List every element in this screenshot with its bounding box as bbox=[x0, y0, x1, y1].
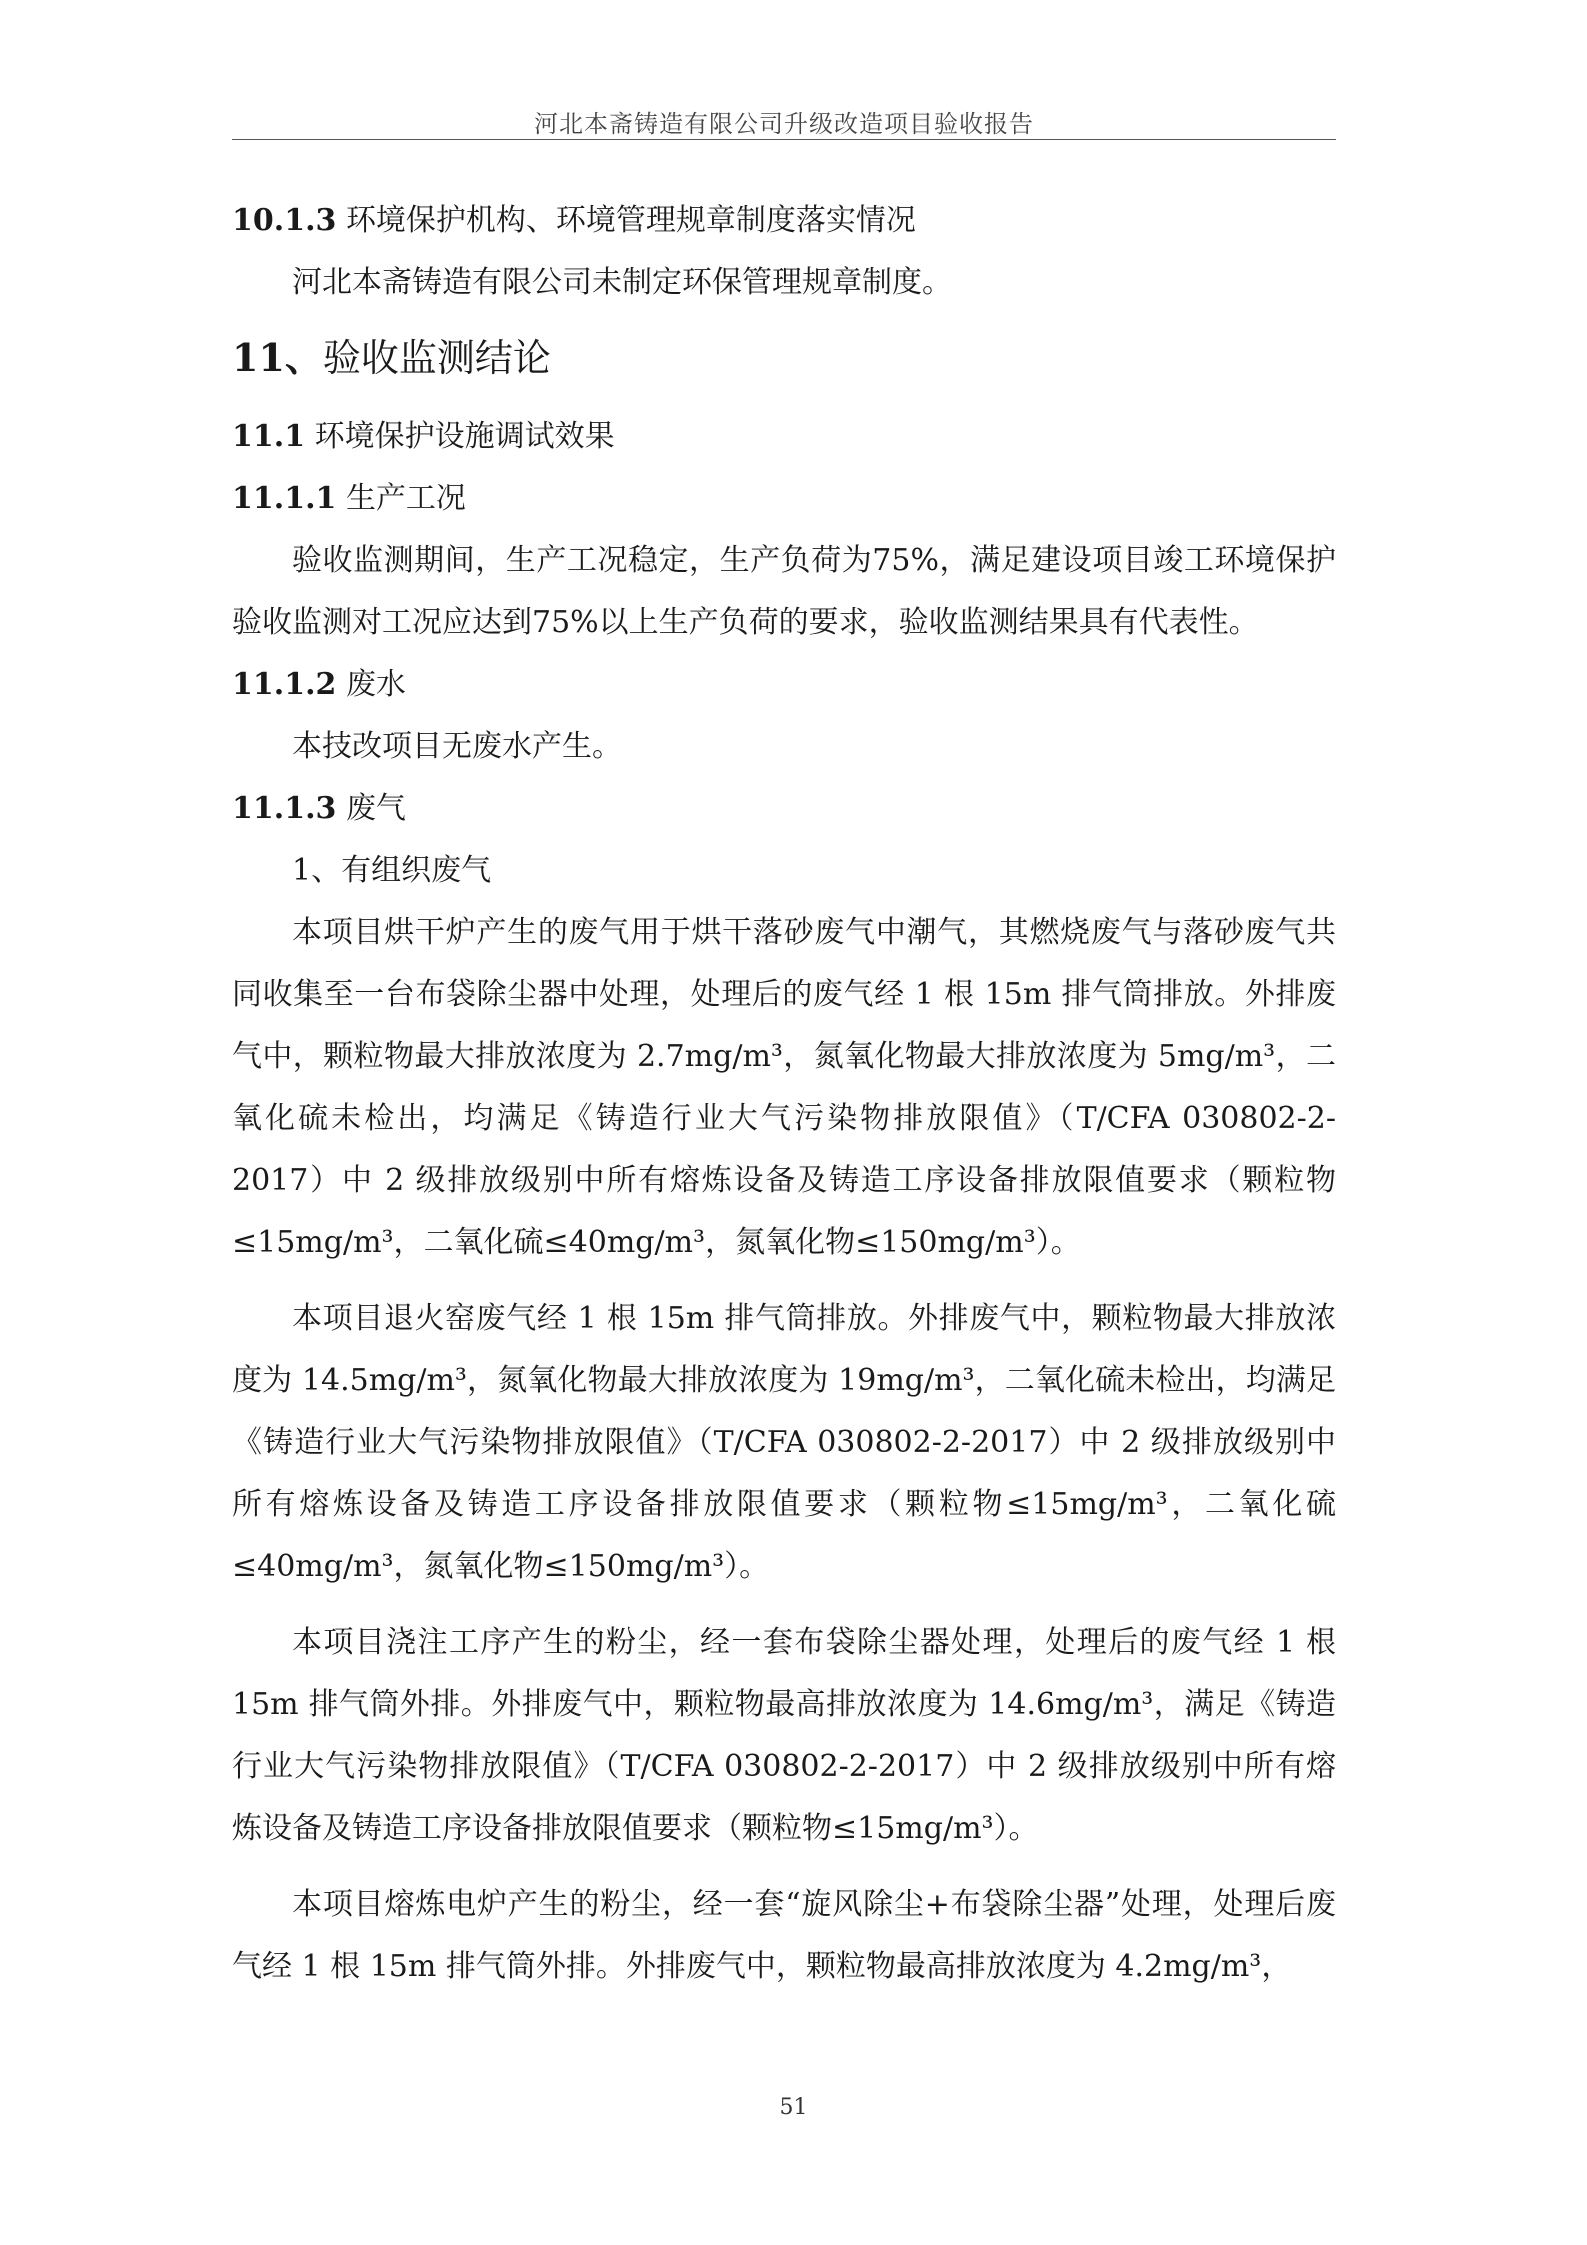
heading-number: 11、 bbox=[232, 335, 323, 380]
paragraph-annealing-kiln: 本项目退火窑废气经 1 根 15m 排气筒排放。外排废气中，颗粒物最大排放浓度为 14.5mg/m³，氮氧化物最大排放浓度为 19mg/m³，二氧化硫未检出，均满足《铸造行业大气污染物排放限值》（T/CFA 030802-2-2017）中 2 级排放级别中所有熔炼设备及铸造工序设备排放限值要求（颗粒物≤15mg/m³，二氧化硫≤40mg/m³，氮氧化物≤150mg/m³）。 bbox=[232, 1301, 1336, 1584]
heading-11-1-2 bbox=[232, 654, 1336, 716]
running-header: 河北本斋铸造有限公司升级改造项目验收报告 bbox=[534, 110, 1034, 138]
paragraph-drying-furnace: 本项目烘干炉产生的废气用于烘干落砂废气中潮气，其燃烧废气与落砂废气共同收集至一台布袋除尘器中处理，处理后的废气经 1 根 15m 排气筒排放。外排废气中，颗粒物最大排放浓度为 2.7mg/m³，氮氧化物最大排放浓度为 5mg/m³，二氧化硫未检出，均满足《铸造行业大气污染物排放限值》（T/CFA 030802-2-2017）中 2 级排放级别中所有熔炼设备及铸造工序设备排放限值要求（颗粒物≤15mg/m³，二氧化硫≤40mg/m³，氮氧化物≤150mg/m³）。 bbox=[232, 915, 1336, 1260]
paragraph-wastewater: 本技改项目无废水产生。 bbox=[292, 729, 622, 764]
heading-text: 废气 bbox=[345, 791, 406, 826]
heading-11-1-3 bbox=[232, 778, 1336, 840]
subheading-organized-gas: 1、有组织废气 bbox=[292, 853, 492, 888]
heading-text: 生产工况 bbox=[345, 481, 466, 516]
heading-11-1 bbox=[232, 406, 1336, 468]
header-rule bbox=[232, 139, 1336, 140]
heading-text: 验收监测结论 bbox=[322, 336, 551, 380]
heading-number: 11.1.2 bbox=[232, 667, 337, 702]
paragraph-regulation: 河北本斋铸造有限公司未制定环保管理规章制度。 bbox=[292, 265, 952, 300]
heading-number: 11.1 bbox=[232, 419, 306, 454]
paragraph-conditions: 验收监测期间，生产工况稳定，生产负荷为75%，满足建设项目竣工环境保护验收监测对工况应达到75%以上生产负荷的要求，验收监测结果具有代表性。 bbox=[232, 543, 1336, 640]
heading-text: 环境保护机构、环境管理规章制度落实情况 bbox=[345, 203, 916, 238]
heading-number: 11.1.3 bbox=[232, 791, 337, 826]
heading-number: 10.1.3 bbox=[232, 203, 337, 238]
paragraph-smelting-furnace: 本项目熔炼电炉产生的粉尘，经一套“旋风除尘+布袋除尘器”处理，处理后废气经 1 根 15m 排气筒外排。外排废气中，颗粒物最高排放浓度为 4.2mg/m³， bbox=[232, 1887, 1336, 1984]
heading-number: 11.1.1 bbox=[232, 481, 337, 516]
heading-text: 废水 bbox=[345, 667, 406, 702]
paragraph-pouring-dust: 本项目浇注工序产生的粉尘，经一套布袋除尘器处理，处理后的废气经 1 根 15m 排气筒外排。外排废气中，颗粒物最高排放浓度为 14.6mg/m³，满足《铸造行业大气污染物排放限值》（T/CFA 030802-2-2017）中 2 级排放级别中所有熔炼设备及铸造工序设备排放限值要求（颗粒物≤15mg/m³）。 bbox=[232, 1625, 1336, 1846]
heading-text: 环境保护设施调试效果 bbox=[314, 419, 615, 454]
heading-10-1-3 bbox=[232, 190, 1336, 252]
heading-11-1-1 bbox=[232, 468, 1336, 530]
page-number: 51 bbox=[779, 2095, 808, 2120]
heading-11 bbox=[232, 322, 1336, 394]
document-body bbox=[232, 190, 1336, 1998]
